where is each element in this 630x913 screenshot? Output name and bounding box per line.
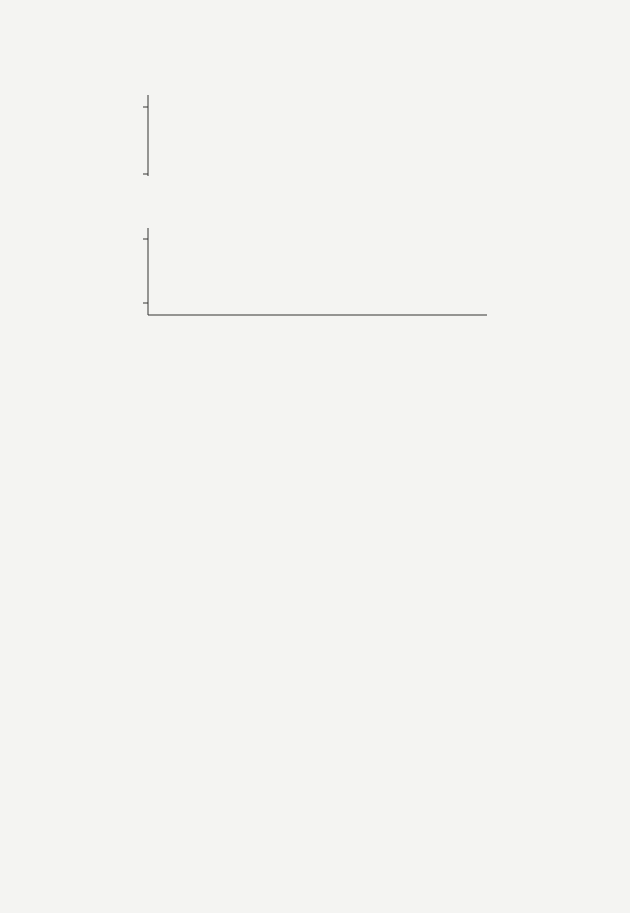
block-switching-figure	[0, 0, 630, 350]
